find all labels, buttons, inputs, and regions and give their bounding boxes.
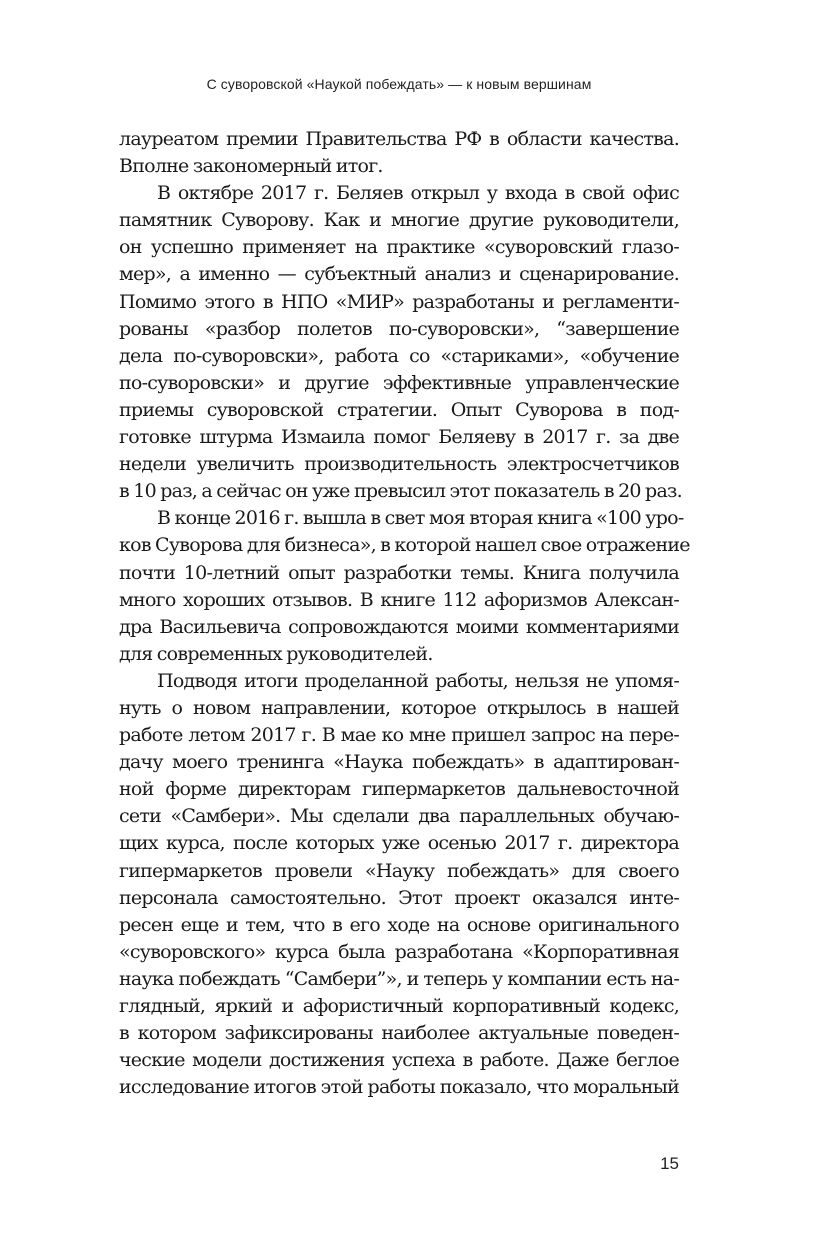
text-line: глядный, яркий и афористичный корпоративный кодекс, [119,995,679,1017]
text-line: почти 10-летний опыт разработки темы. Книга получила [119,561,679,584]
text-line: щих курса, после которых уже осенью 2017 г. директора [119,832,679,855]
text-line: готовке штурма Измаила помог Беляеву в 2017 г. за две [119,426,679,449]
paragraph-first-line: В октябре 2017 г. Беляев открыл у входа в свой офис [157,182,679,205]
text-line: Вполне закономерный итог. [119,155,383,178]
text-line: по-суворовски» и другие эффективные управленческие [119,371,679,394]
text-line: приемы суворовской стратегии. Опыт Суворова в под- [119,398,679,421]
text-line: дра Васильевича сопровождаются моими комментариями [119,615,679,638]
text-line: недели увеличить производительность электросчетчиков [119,453,679,476]
text-line: он успешно применяет на практике «суворовский глазо- [119,236,679,259]
text-line: «суворовского» курса была разработана «Корпоративная [119,940,679,963]
text-line: в 10 раз, а сейчас он уже превысил этот показатель в 20 раз. [119,480,682,503]
text-line: много хороших отзывов. В книге 112 афоризмов Алексан- [119,588,679,611]
text-line: лауреатом премии Правительства РФ в области качества. [119,128,679,150]
running-title: С суворовской «Наукой побеждать» — к новым вершинам [206,76,592,92]
text-line: ресен еще и тем, что в его ходе на основе оригинального [119,913,679,936]
text-line: для современных руководителей. [119,642,433,665]
paragraph-first-line: Подводя итоги проделанной работы, нельзя не упомя- [157,669,679,692]
text-line: рованы «разбор полетов по-суворовски», “завершение [119,317,679,340]
text-line: в котором зафиксированы наиболее актуальные поведен- [119,1022,679,1045]
text-line: ков Суворова для бизнеса», в которой нашел свое отражение [119,534,690,557]
text-line: ческие модели достижения успеха в работе. Даже беглое [119,1049,679,1072]
text-line: мер», а именно — субъектный анализ и сценарирование. [119,263,679,286]
page-number: 15 [660,1154,679,1173]
text-line: дела по-суворовски», работа со «стариками», «обучение [119,344,679,367]
paragraph-first-line: В конце 2016 г. вышла в свет моя вторая книга «100 уро- [157,507,684,530]
text-line: сети «Самбери». Мы сделали два параллельных обучаю- [119,805,679,828]
text-line: персонала самостоятельно. Этот проект оказался инте- [119,886,679,909]
text-line: ной форме директорам гипермаркетов дальневосточной [119,778,679,801]
text-line: памятник Суворову. Как и многие другие руководители, [119,209,679,232]
body-text [119,126,690,1101]
text-line: наука побеждать “Самбери”», и теперь у компании есть на- [119,967,679,990]
text-line: работе летом 2017 г. В мае ко мне пришел запрос на пере- [119,724,679,747]
text-line: нуть о новом направлении, которое открылось в нашей [119,696,679,719]
text-line: дачу моего тренинга «Наука побеждать» в адаптирован- [119,751,679,774]
text-line: Помимо этого в НПО «МИР» разработаны и регламенти- [119,290,679,313]
text-line: исследование итогов этой работы показало, что моральный [119,1076,679,1099]
text-line: гипермаркетов провели «Науку побеждать» для своего [119,859,679,882]
